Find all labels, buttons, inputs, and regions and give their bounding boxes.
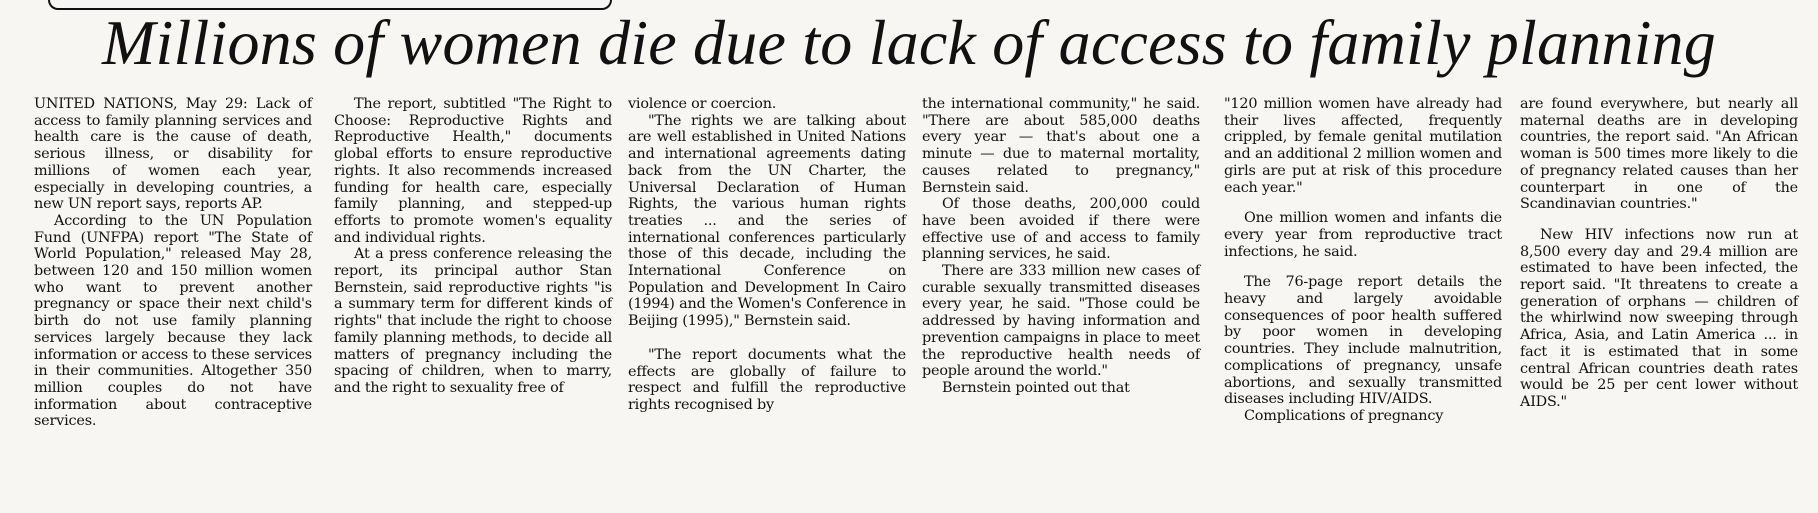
article-column-3: [628, 96, 906, 414]
paragraph: According to the UN Population Fund (UNFPA) report "The State of World Population," released May 28, between 120 and 150 million women who want to prevent another pregnancy or space their next child's birth do not use family planning services largely because they lack information or access to these services in their communities. Altogether 350 million couples do not have information about contraceptive services.: [34, 212, 312, 430]
paragraph: The 76-page report details the heavy and largely avoidable consequences of poor health suffered by poor women in developing countries. They include malnutrition, complications of pregnancy, unsafe abortions, and sexually transmitted diseases including HIV/AIDS.: [1224, 274, 1502, 408]
paragraph: The report, subtitled "The Right to Choose: Reproductive Rights and Reproductive Health," documents global efforts to ensure reproductive rights. It also recommends increased funding for health care, especially family planning, and stepped-up efforts to promote women's equality and individual rights.: [334, 96, 612, 246]
paragraph: violence or coercion.: [628, 96, 777, 112]
headline: Millions of women die due to lack of access to family planning: [102, 7, 1716, 78]
paragraph: "The report documents what the effects are globally of failure to respect and fulfill the reproductive rights recognised by: [628, 346, 906, 413]
paragraph: New HIV infections now run at 8,500 every day and 29.4 million are estimated to have been infected, the report said. "It threatens to create a generation of orphans — children of the whirlwind now sweeping through Africa, Asia, and Latin America ... in fact it is estimated that in some central African countries death rates would be 25 per cent lower without AIDS.": [1520, 226, 1798, 410]
paragraph: One million women and infants die every year from reproductive tract infections, he said.: [1224, 210, 1502, 260]
article-column-2: [334, 96, 612, 397]
paragraph: Of those deaths, 200,000 could have been avoided if there were effective use of and access to family planning services, he said.: [922, 196, 1200, 263]
article-body: [34, 96, 1804, 508]
article-column-4: [922, 96, 1200, 397]
paragraph: the international community," he said. "There are about 585,000 deaths every year — that's about one a minute — due to maternal mortality, causes related to pregnancy," Bernstein said.: [922, 96, 1200, 196]
paragraph: There are 333 million new cases of curable sexually transmitted diseases every year, he said. "Those could be addressed by having information and prevention campaigns in place to meet the reproductive health needs of people around the world.": [922, 263, 1200, 380]
article-column-1: [34, 96, 312, 430]
paragraph: At a press conference releasing the report, its principal author Stan Bernstein, said reproductive rights "is a summary term for different kinds of rights" that include the right to choose family planning methods, to decide all matters of pregnancy including the spacing of children, when to marry, and the right to sexuality free of: [334, 246, 612, 396]
paragraph: Complications of pregnancy: [1244, 407, 1444, 424]
paragraph: Bernstein pointed out that: [942, 379, 1130, 396]
paragraph: "120 million women have already had their lives affected, frequently crippled, by female genital mutilation and an additional 2 million women and girls are put at risk of this procedure each year.": [1224, 96, 1502, 196]
paragraph: UNITED NATIONS, May 29: Lack of access to family planning services and health care is the cause of death, serious illness, or disability for millions of women each year, especially in developing countries, a new UN report says, reports AP.: [34, 96, 312, 213]
article-column-6: [1520, 96, 1798, 411]
paragraph: are found everywhere, but nearly all maternal deaths are in developing countries, the report said. "An African woman is 500 times more likely to die of pregnancy related causes than her counterpart in one of the Scandinavian countries.": [1520, 96, 1798, 213]
paragraph: "The rights we are talking about are well established in United Nations and international agreements dating back from the UN Charter, the Universal Declaration of Human Rights, the various human rights treaties ... and the series of international conferences particularly those of this decade, including the International Conference on Population and Development In Cairo (1994) and the Women's Conference in Beijing (1995)," Bernstein said.: [628, 112, 906, 330]
article-column-5: [1224, 96, 1502, 425]
